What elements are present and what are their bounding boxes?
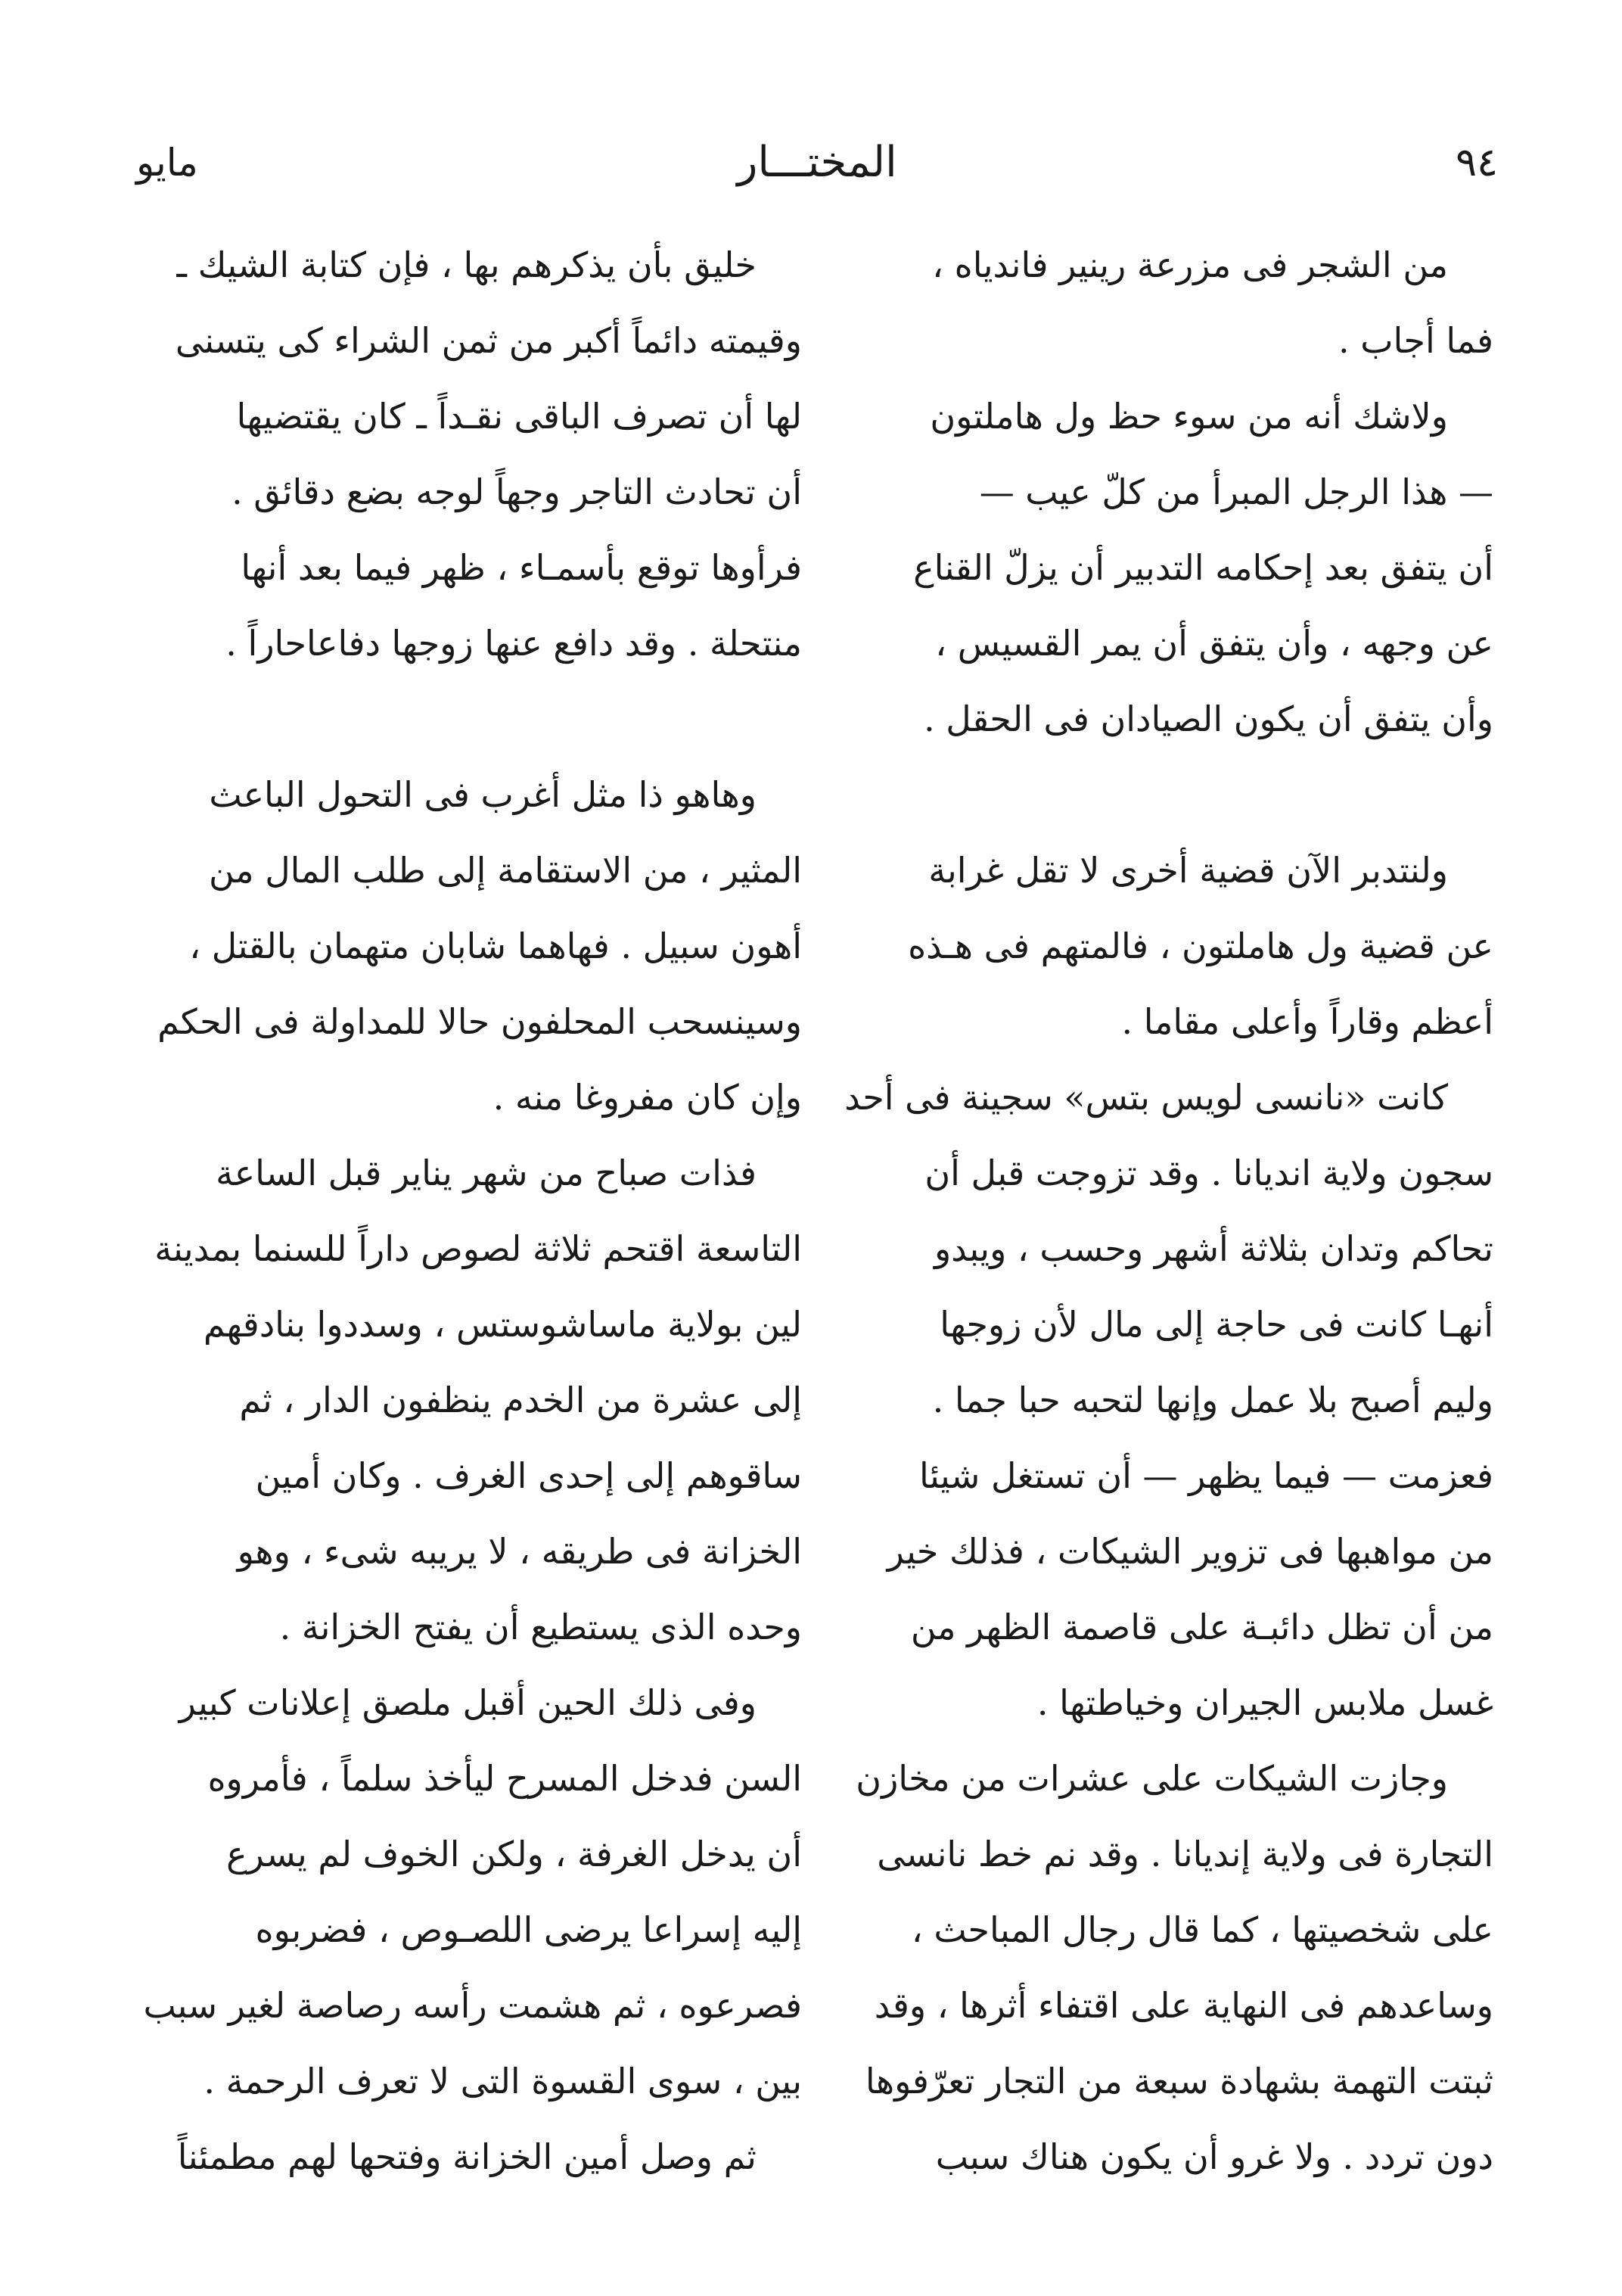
text-line: غسل ملابس الجيران وخياطتها . [1036, 1682, 1493, 1723]
text-line: السن فدخل المسرح ليأخذ سلماً ، فأمروه [207, 1758, 802, 1799]
text-line: كانت «نانسى لويس بتس» سجينة فى أحد [844, 1077, 1448, 1118]
left-column-paragraph [136, 1665, 802, 2119]
text-line: ولنتدبر الآن قضية أخرى لا تقل غرابة [928, 850, 1448, 891]
text-line: وليم أصبح بلا عمل وإنها لتحبه حبا جما . [932, 1380, 1493, 1420]
text-line: عن قضية ول هاملتون ، فالمتهم فى هـذه [908, 926, 1493, 966]
text-line: وسينسحب المحلفون حالا للمداولة فى الحكم [157, 1001, 802, 1042]
text-line: من مواهبها فى تزوير الشيكات ، فذلك خير [887, 1531, 1493, 1572]
text-line: ساقوهم إلى إحدى الغرف . وكان أمين [255, 1455, 802, 1496]
text-line: فذات صباح من شهر يناير قبل الساعة [216, 1153, 757, 1193]
text-line: — هذا الرجل المبرأ من كلّ عيب — [979, 471, 1493, 512]
left-column-paragraph [136, 2119, 802, 2195]
magazine-title: المختـــار [737, 138, 897, 187]
page-number: ٩٤ [1456, 140, 1498, 185]
text-line: لها أن تصرف الباقى نقـداً ـ كان يقتضيها [236, 396, 802, 437]
text-line: التجارة فى ولاية إنديانا . وقد نم خط نانسى [877, 1834, 1493, 1874]
text-line: فصرعوه ، ثم هشمت رأسه رصاصة لغير سبب [143, 1985, 802, 2026]
text-line: أنهـا كانت فى حاجة إلى مال لأن زوجها [940, 1304, 1493, 1345]
text-line: من أن تظل دائبـة على قاصمة الظهر من [910, 1607, 1493, 1647]
text-line: عن وجهه ، وأن يتفق أن يمر القسيس ، [935, 623, 1493, 664]
left-column [136, 227, 802, 2195]
text-line: وفى ذلك الحين أقبل ملصق إعلانات كبير [179, 1682, 757, 1723]
text-line: فعزمت — فيما يظهر — أن تستغل شيئا [919, 1455, 1493, 1496]
left-column-paragraph [136, 1135, 802, 1665]
left-column-paragraph [136, 757, 802, 1135]
text-line: بين ، سوى القسوة التى لا تعرف الرحمة . [204, 2061, 802, 2102]
text-line: فما أجاب . [1338, 320, 1493, 361]
paragraph-spacer [828, 757, 1493, 832]
right-column-paragraph [828, 378, 1493, 757]
text-line: من الشجر فى مزرعة رينير فاندياه ، [932, 244, 1448, 285]
text-line: التاسعة اقتحم ثلاثة لصوص داراً للسنما بمدينة [154, 1228, 802, 1269]
text-line: وساعدهم فى النهاية على اقتفاء أثرها ، وقد [874, 1985, 1493, 2026]
text-line: أن يتفق بعد إحكامه التدبير أن يزلّ القناع [913, 547, 1493, 588]
text-line: خليق بأن يذكرهم بها ، فإن كتابة الشيك ـ [176, 244, 757, 285]
text-line: وقيمته دائماً أكبر من ثمن الشراء كى يتسنى [175, 320, 802, 361]
text-line: وإن كان مفروغا منه . [493, 1077, 802, 1118]
text-line: وحده الذى يستطيع أن يفتح الخزانة . [279, 1607, 802, 1647]
text-line: إلى عشرة من الخدم ينظفون الدار ، ثم [239, 1380, 802, 1420]
right-column-paragraph [828, 1741, 1493, 2195]
text-line: المثير ، من الاستقامة إلى طلب المال من [208, 850, 802, 891]
text-line: وجازت الشيكات على عشرات من مخازن [856, 1758, 1448, 1799]
right-column-paragraph [828, 227, 1493, 378]
text-line: إليه إسراعا يرضى اللصـوص ، فضربوه [255, 1909, 802, 1950]
text-line: الخزانة فى طريقه ، لا يريبه شىء ، وهو [237, 1531, 802, 1572]
text-line: أن تحادث التاجر وجهاً لوجه بضع دقائق . [231, 471, 802, 512]
text-line: أهون سبيل . فهاهما شابان متهمان بالقتل ، [189, 926, 802, 966]
right-column-paragraph [828, 1059, 1493, 1741]
paragraph-spacer [136, 681, 802, 757]
left-column-paragraph [136, 227, 802, 681]
text-line: وهاهو ذا مثل أغرب فى التحول الباعث [209, 774, 757, 815]
text-line: منتحلة . وقد دافع عنها زوجها دفاعاحاراً . [225, 623, 802, 664]
text-line: دون تردد . ولا غرو أن يكون هناك سبب [935, 2136, 1493, 2177]
text-line: أعظم وقاراً وأعلى مقاما . [1121, 1001, 1493, 1042]
text-line: وأن يتفق أن يكون الصيادان فى الحقل . [924, 698, 1493, 739]
text-line: ثم وصل أمين الخزانة وفتحها لهم مطمئناً [177, 2136, 757, 2177]
right-column-paragraph [828, 832, 1493, 1059]
text-line: ولاشك أنه من سوء حظ ول هاملتون [930, 396, 1448, 437]
text-line: لين بولاية ماساشوستس ، وسددوا بنادقهم [203, 1304, 802, 1345]
issue-month: مايو [136, 141, 198, 185]
text-line: على شخصيتها ، كما قال رجال المباحث ، [911, 1909, 1493, 1950]
text-line: ثبتت التهمة بشهادة سبعة من التجار تعرّفوها [865, 2061, 1493, 2102]
text-line: أن يدخل الغرفة ، ولكن الخوف لم يسرع [226, 1834, 802, 1874]
right-column [828, 227, 1493, 2195]
text-line: تحاكم وتدان بثلاثة أشهر وحسب ، ويبدو [934, 1228, 1493, 1269]
text-line: فرأوها توقع بأسمـاء ، ظهر فيما بعد أنها [241, 547, 802, 588]
text-line: سجون ولاية انديانا . وقد تزوجت قبل أن [924, 1153, 1493, 1193]
page-header [136, 129, 1498, 197]
